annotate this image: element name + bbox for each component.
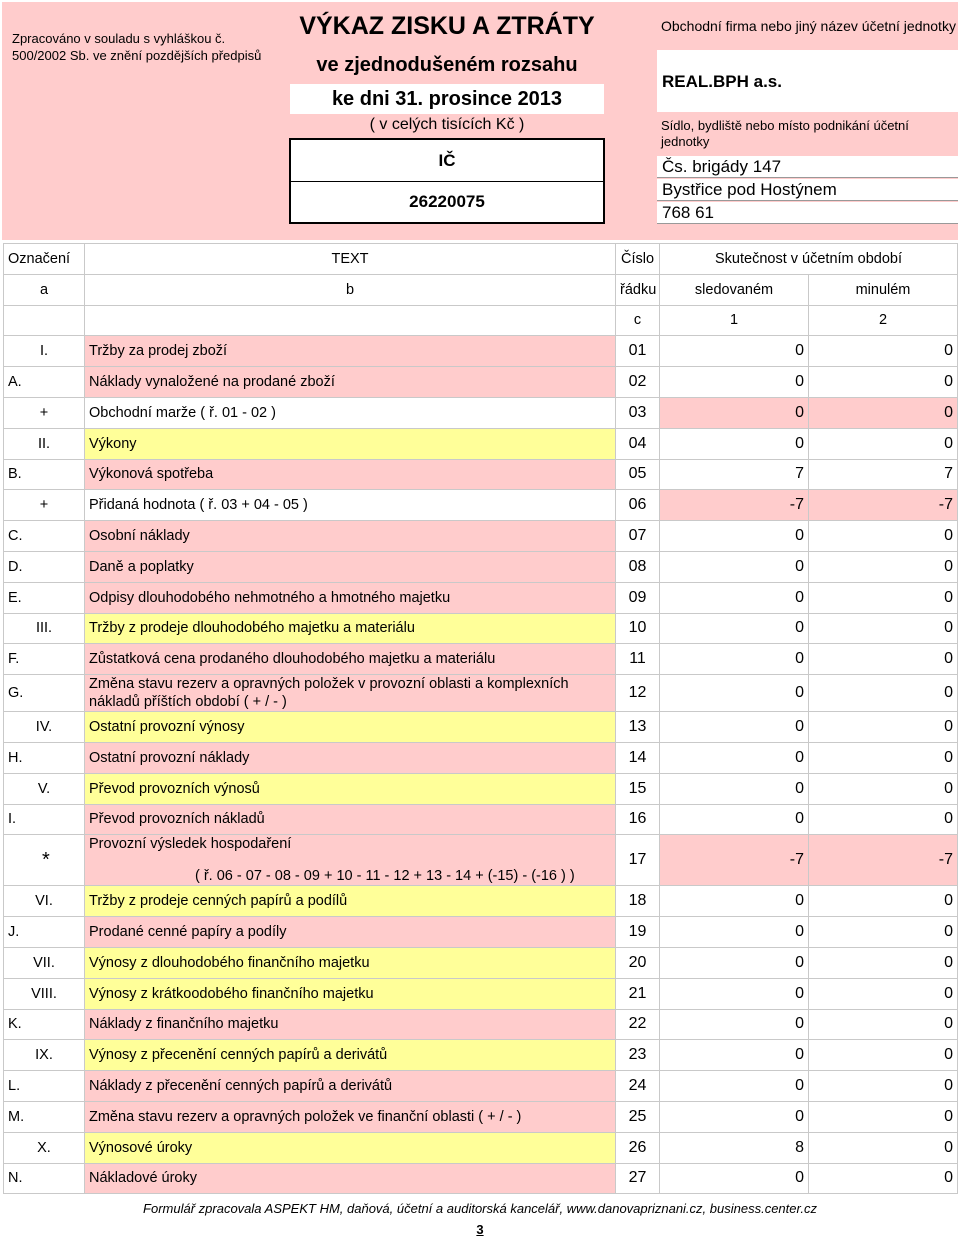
value-current: 0 — [660, 917, 809, 948]
value-previous: 0 — [809, 1009, 958, 1040]
report-date: ke dni 31. prosince 2013 — [290, 84, 604, 114]
value-current: 0 — [660, 1163, 809, 1194]
row-mark: J. — [4, 917, 85, 948]
value-current: 0 — [660, 978, 809, 1009]
value-current: 0 — [660, 367, 809, 398]
row-text: Výnosy z krátkoodobého finančního majetku — [85, 978, 616, 1009]
col-previous-code: 2 — [809, 305, 958, 336]
value-previous: 0 — [809, 521, 958, 552]
row-number: 21 — [616, 978, 660, 1009]
row-mark: A. — [4, 367, 85, 398]
row-mark: M. — [4, 1101, 85, 1132]
value-current: 7 — [660, 459, 809, 490]
value-previous: 0 — [809, 644, 958, 675]
row-number: 24 — [616, 1071, 660, 1102]
value-current: 0 — [660, 947, 809, 978]
value-current: 0 — [660, 613, 809, 644]
value-current: 0 — [660, 1009, 809, 1040]
report-subtitle: ve zjednodušeném rozsahu — [316, 54, 578, 76]
ic-box — [289, 138, 605, 224]
table-row — [4, 551, 958, 582]
col-text-code: b — [85, 274, 616, 305]
value-previous: 0 — [809, 428, 958, 459]
value-current: 0 — [660, 1040, 809, 1071]
value-previous: 0 — [809, 551, 958, 582]
row-mark: G. — [4, 675, 85, 712]
col-current-code: 1 — [660, 305, 809, 336]
value-previous: 0 — [809, 1071, 958, 1102]
table-row — [4, 675, 958, 712]
row-mark: X. — [4, 1132, 85, 1163]
row-text: Ostatní provozní výnosy — [85, 712, 616, 743]
value-previous: 0 — [809, 1040, 958, 1071]
value-current: 0 — [660, 521, 809, 552]
table-row — [4, 1040, 958, 1071]
row-mark: VII. — [4, 947, 85, 978]
firm-name: REAL.BPH a.s. — [662, 72, 782, 91]
table-row — [4, 521, 958, 552]
value-previous: 0 — [809, 336, 958, 367]
row-mark: VI. — [4, 886, 85, 917]
row-number: 27 — [616, 1163, 660, 1194]
value-current: 0 — [660, 428, 809, 459]
row-text: Změna stavu rezerv a opravných položek ve finanční oblasti ( + / - ) — [85, 1101, 616, 1132]
row-text: Výnosové úroky — [85, 1132, 616, 1163]
col-mark-header: Označení — [4, 244, 85, 275]
col-row-header-2: řádku — [616, 274, 660, 305]
value-current: 0 — [660, 675, 809, 712]
regulation-note: Zpracováno v souladu s vyhláškou č. 500/2002 Sb. ve znění pozdějších předpisů — [12, 31, 262, 63]
table-row — [4, 613, 958, 644]
ic-value: 26220075 — [409, 192, 485, 211]
empty-cell — [4, 305, 85, 336]
row-number: 23 — [616, 1040, 660, 1071]
row-mark: C. — [4, 521, 85, 552]
row-number: 08 — [616, 551, 660, 582]
value-previous: -7 — [809, 490, 958, 521]
value-current: 0 — [660, 551, 809, 582]
value-previous: 0 — [809, 1101, 958, 1132]
value-previous: 0 — [809, 978, 958, 1009]
value-current: 0 — [660, 712, 809, 743]
table-row — [4, 773, 958, 804]
row-text: Náklady z finančního majetku — [85, 1009, 616, 1040]
value-previous: 0 — [809, 613, 958, 644]
table-row — [4, 1132, 958, 1163]
report-title: VÝKAZ ZISKU A ZTRÁTY — [299, 12, 595, 40]
value-current: 0 — [660, 742, 809, 773]
row-mark: * — [4, 835, 85, 886]
firm-label: Obchodní firma nebo jiný název účetní jednotky — [661, 18, 956, 34]
table-row — [4, 490, 958, 521]
row-text: Prodané cenné papíry a podíly — [85, 917, 616, 948]
row-number: 06 — [616, 490, 660, 521]
col-text-header: TEXT — [85, 244, 616, 275]
value-previous: 0 — [809, 675, 958, 712]
table-row — [4, 428, 958, 459]
value-current: 0 — [660, 644, 809, 675]
value-current: 0 — [660, 1101, 809, 1132]
value-previous: 0 — [809, 742, 958, 773]
row-mark: B. — [4, 459, 85, 490]
row-mark: E. — [4, 582, 85, 613]
row-number: 25 — [616, 1101, 660, 1132]
value-previous: 0 — [809, 397, 958, 428]
col-actual-header: Skutečnost v účetním období — [660, 244, 958, 275]
row-number: 17 — [616, 835, 660, 886]
row-text — [85, 835, 616, 886]
value-previous: 0 — [809, 886, 958, 917]
row-number: 11 — [616, 644, 660, 675]
row-mark: III. — [4, 613, 85, 644]
footer-credit: Formulář zpracovala ASPEKT HM, daňová, účetní a auditorská kancelář, www.danovapriznani.cz, business.center.cz — [143, 1201, 817, 1216]
table-row — [4, 644, 958, 675]
table-row — [4, 1009, 958, 1040]
value-current: -7 — [660, 490, 809, 521]
row-mark: IV. — [4, 712, 85, 743]
row-number: 01 — [616, 336, 660, 367]
row-mark: I. — [4, 336, 85, 367]
row-text: Tržby za prodej zboží — [85, 336, 616, 367]
value-current: 0 — [660, 804, 809, 835]
row-text: Odpisy dlouhodobého nehmotného a hmotného majetku — [85, 582, 616, 613]
row-text: Náklady z přecenění cenných papírů a derivátů — [85, 1071, 616, 1102]
report-header — [2, 2, 958, 240]
col-row-header: Číslo — [616, 244, 660, 275]
row-text: Obchodní marže ( ř. 01 - 02 ) — [85, 397, 616, 428]
row-number: 12 — [616, 675, 660, 712]
row-text: Převod provozních nákladů — [85, 804, 616, 835]
row-number: 14 — [616, 742, 660, 773]
row-number: 15 — [616, 773, 660, 804]
row-mark: L. — [4, 1071, 85, 1102]
row-number: 26 — [616, 1132, 660, 1163]
row-text: Tržby z prodeje cenných papírů a podílů — [85, 886, 616, 917]
col-previous-header: minulém — [809, 274, 958, 305]
row-text: Převod provozních výnosů — [85, 773, 616, 804]
value-previous: -7 — [809, 835, 958, 886]
value-previous: 0 — [809, 1132, 958, 1163]
row-number: 19 — [616, 917, 660, 948]
value-current: 0 — [660, 886, 809, 917]
row-number: 18 — [616, 886, 660, 917]
row-mark: + — [4, 490, 85, 521]
row-text: Výkony — [85, 428, 616, 459]
row-text-formula: ( ř. 06 - 07 - 08 - 09 + 10 - 11 - 12 + 13 - 14 + (-15) - (-16 ) ) — [195, 868, 575, 885]
table-header-row-2 — [4, 274, 958, 305]
value-current: 0 — [660, 773, 809, 804]
value-previous: 0 — [809, 947, 958, 978]
table-row — [4, 1071, 958, 1102]
row-text: Daně a poplatky — [85, 551, 616, 582]
row-mark: VIII. — [4, 978, 85, 1009]
value-previous: 0 — [809, 773, 958, 804]
row-number: 22 — [616, 1009, 660, 1040]
value-previous: 0 — [809, 582, 958, 613]
row-number: 04 — [616, 428, 660, 459]
address-line-3: 768 61 — [657, 202, 958, 224]
value-current: 0 — [660, 1071, 809, 1102]
table-row — [4, 459, 958, 490]
row-mark: II. — [4, 428, 85, 459]
value-previous: 0 — [809, 917, 958, 948]
row-text: Tržby z prodeje dlouhodobého majetku a materiálu — [85, 613, 616, 644]
row-text-line-1: Provozní výsledek hospodaření — [89, 836, 292, 853]
row-mark: K. — [4, 1009, 85, 1040]
table-row — [4, 397, 958, 428]
table-row — [4, 742, 958, 773]
row-mark: F. — [4, 644, 85, 675]
row-mark: IX. — [4, 1040, 85, 1071]
table-row — [4, 917, 958, 948]
value-current: 0 — [660, 582, 809, 613]
firm-box — [657, 50, 958, 112]
col-row-code: c — [616, 305, 660, 336]
page-number: 3 — [476, 1222, 484, 1237]
income-statement-table — [3, 243, 958, 1194]
row-text: Přidaná hodnota ( ř. 03 + 04 - 05 ) — [85, 490, 616, 521]
table-row — [4, 336, 958, 367]
row-text: Ostatní provozní náklady — [85, 742, 616, 773]
row-text: Nákladové úroky — [85, 1163, 616, 1194]
row-mark: N. — [4, 1163, 85, 1194]
row-mark: I. — [4, 804, 85, 835]
table-row — [4, 1101, 958, 1132]
row-text: Výkonová spotřeba — [85, 459, 616, 490]
row-number: 20 — [616, 947, 660, 978]
row-number: 02 — [616, 367, 660, 398]
address-line-1: Čs. brigády 147 — [657, 156, 958, 178]
table-row — [4, 835, 958, 886]
empty-cell — [85, 305, 616, 336]
table-row — [4, 712, 958, 743]
report-units: ( v celých tisících Kč ) — [369, 116, 525, 133]
address-line-2: Bystřice pod Hostýnem — [657, 179, 958, 201]
table-row — [4, 978, 958, 1009]
row-number: 10 — [616, 613, 660, 644]
ic-label: IČ — [291, 140, 603, 182]
row-number: 05 — [616, 459, 660, 490]
value-previous: 0 — [809, 712, 958, 743]
table-row — [4, 804, 958, 835]
value-current: 0 — [660, 397, 809, 428]
value-previous: 0 — [809, 1163, 958, 1194]
row-text: Výnosy z dlouhodobého finančního majetku — [85, 947, 616, 978]
value-previous: 7 — [809, 459, 958, 490]
table-header-row-1 — [4, 244, 958, 275]
row-number: 13 — [616, 712, 660, 743]
row-text: Osobní náklady — [85, 521, 616, 552]
row-text: Zůstatková cena prodaného dlouhodobého majetku a materiálu — [85, 644, 616, 675]
col-current-header: sledovaném — [660, 274, 809, 305]
table-row — [4, 367, 958, 398]
value-current: 0 — [660, 336, 809, 367]
row-number: 07 — [616, 521, 660, 552]
table-row — [4, 582, 958, 613]
table-header-row-3 — [4, 305, 958, 336]
value-previous: 0 — [809, 367, 958, 398]
row-text: Náklady vynaložené na prodané zboží — [85, 367, 616, 398]
table-row — [4, 947, 958, 978]
value-current: -7 — [660, 835, 809, 886]
value-previous: 0 — [809, 804, 958, 835]
table-row — [4, 1163, 958, 1194]
row-text: Výnosy z přecenění cenných papírů a derivátů — [85, 1040, 616, 1071]
row-mark: D. — [4, 551, 85, 582]
row-number: 03 — [616, 397, 660, 428]
table-row — [4, 886, 958, 917]
row-mark: V. — [4, 773, 85, 804]
row-text: Změna stavu rezerv a opravných položek v provozní oblasti a komplexních nákladů příštích období ( + / - ) — [85, 675, 616, 712]
row-mark: H. — [4, 742, 85, 773]
row-number: 09 — [616, 582, 660, 613]
col-mark-code: a — [4, 274, 85, 305]
row-number: 16 — [616, 804, 660, 835]
value-current: 8 — [660, 1132, 809, 1163]
row-mark: + — [4, 397, 85, 428]
seat-label: Sídlo, bydliště nebo místo podnikání účetní jednotky — [661, 118, 909, 149]
